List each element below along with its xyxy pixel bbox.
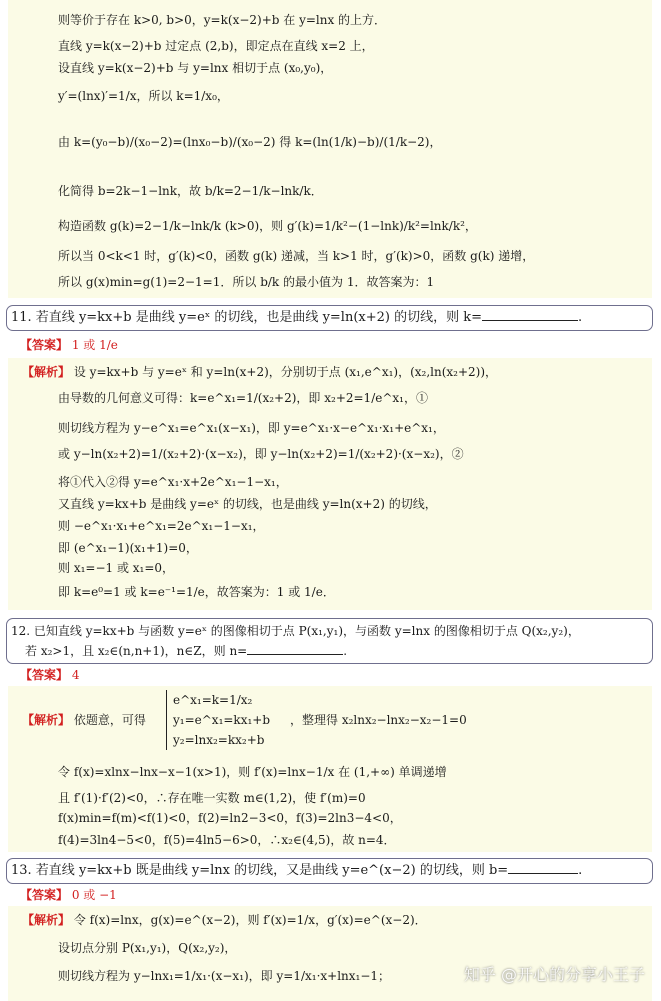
solution-line: 所以当 0<k<1 时，g′(k)<0，函数 g(k) 递减，当 k>1 时，g′(k)>0，函数 g(k) 递增，	[58, 249, 535, 263]
answer-line	[20, 886, 117, 903]
answer-value: 4	[71, 668, 80, 682]
analysis-line: 设切点分别 P(x₁,y₁)，Q(x₂,y₂)，	[58, 941, 237, 955]
answer-blank	[508, 861, 578, 874]
analysis-tag: 【解析】	[22, 365, 71, 379]
analysis-tag: 【解析】	[22, 713, 71, 727]
solution-line: 由 k=(y₀−b)/(x₀−2)=(lnx₀−b)/(x₀−2) 得 k=(ln(1/k)−b)/(1/k−2)，	[58, 135, 442, 149]
answer-tag: 【答案】	[20, 668, 69, 682]
solution-block-11	[8, 358, 652, 610]
analysis-line: 即 (e^x₁−1)(x₁+1)=0，	[58, 541, 198, 555]
analysis-tag: 【解析】	[22, 913, 71, 927]
answer-blank	[482, 308, 578, 321]
analysis-line: 将①代入②得 y=e^x₁·x+2e^x₁−1−x₁，	[58, 475, 288, 489]
analysis-line: 令 f(x)=xlnx−lnx−x−1(x>1)，则 f′(x)=lnx−1/x 在 (1,+∞) 单调递增	[58, 765, 447, 779]
question-text: 11. 若直线 y=kx+b 是曲线 y=eˣ 的切线，也是曲线 y=ln(x+2) 的切线，则 k=	[11, 310, 483, 325]
analysis-line: 【解析】 令 f(x)=lnx，g(x)=e^(x−2)，则 f′(x)=1/x，g′(x)=e^(x−2)．	[22, 913, 427, 927]
solution-line: 构造函数 g(k)=2−1/k−lnk/k (k>0)，则 g′(k)=1/k²−(1−lnk)/k²=lnk/k²，	[58, 219, 477, 233]
analysis-line: 且 f′(1)·f′(2)<0，∴存在唯一实数 m∈(1,2)，使 f′(m)=0	[58, 791, 366, 805]
analysis-line: 【解析】 设 y=kx+b 与 y=eˣ 和 y=ln(x+2)，分别切于点 (x₁,e^x₁)，(x₂,ln(x₂+2))，	[22, 365, 498, 379]
question-text: 12. 已知直线 y=kx+b 与函数 y=eˣ 的图像相切于点 P(x₁,y₁)，与函数 y=lnx 的图像相切于点 Q(x₂,y₂)，	[11, 624, 580, 638]
watermark: 知乎 @开心的分享小王子	[463, 965, 645, 984]
solution-block-13	[8, 906, 652, 1001]
question-text: 若 x₂>1，且 x₂∈(n,n+1)，n∈Z，则 n=	[25, 644, 248, 658]
analysis-line: 即 k=e⁰=1 或 k=e⁻¹=1/e，故答案为：1 或 1/e．	[58, 585, 335, 599]
answer-tag: 【答案】	[20, 338, 69, 352]
answer-tag: 【答案】	[20, 888, 69, 902]
solution-line: 直线 y=k(x−2)+b 过定点 (2,b)，即定点在直线 x=2 上，	[58, 39, 374, 53]
question-tail: .	[578, 310, 583, 325]
question-13	[6, 858, 653, 884]
analysis-line: ，整理得 x₂lnx₂−lnx₂−x₂−1=0	[290, 713, 467, 727]
answer-value: 1 或 1/e	[71, 338, 118, 352]
analysis-line: 则切线方程为 y−lnx₁=1/x₁·(x−x₁)，即 y=1/x₁·x+lnx₁−1；	[58, 969, 391, 983]
solution-block-12	[8, 686, 652, 852]
analysis-line: 或 y−ln(x₂+2)=1/(x₂+2)·(x−x₂)，即 y−ln(x₂+2)=1/(x₂+2)·(x−x₂)，②	[58, 447, 464, 461]
question-11	[6, 305, 653, 331]
analysis-line: 由导数的几何意义可得：k=e^x₁=1/(x₂+2)，即 x₂+2=1/e^x₁，①	[58, 391, 428, 405]
analysis-line: 则 −e^x₁·x₁+e^x₁=2e^x₁−1−x₁，	[58, 519, 265, 533]
answer-value: 0 或 −1	[71, 888, 117, 902]
solution-line: 所以 g(x)min=g(1)=2−1=1．所以 b/k 的最小值为 1．故答案为：1	[58, 275, 435, 289]
question-text: 13. 若直线 y=kx+b 既是曲线 y=lnx 的切线，又是曲线 y=e^(x−2) 的切线，则 b=	[11, 863, 509, 878]
question-tail: .	[578, 863, 583, 878]
solution-line: 设直线 y=k(x−2)+b 与 y=lnx 相切于点 (x₀,y₀)，	[58, 61, 333, 75]
question-12	[6, 618, 653, 664]
analysis-line: 则切线方程为 y−e^x₁=e^x₁(x−x₁)，即 y=e^x₁·x−e^x₁·x₁+e^x₁，	[58, 421, 445, 435]
answer-blank	[247, 642, 343, 655]
equation-system: e^x₁=k=1/x₂ y₁=e^x₁=kx₁+b y₂=lnx₂=kx₂+b	[166, 690, 270, 750]
solution-line: y′=(lnx)′=1/x，所以 k=1/x₀，	[58, 89, 229, 103]
analysis-line: 【解析】 依题意，可得	[22, 713, 146, 727]
answer-line	[20, 336, 118, 353]
analysis-line: 则 x₁=−1 或 x₁=0，	[58, 561, 175, 575]
solution-line: 化简得 b=2k−1−lnk，故 b/k=2−1/k−lnk/k．	[58, 184, 323, 198]
answer-line	[20, 666, 79, 683]
analysis-line: 又直线 y=kx+b 是曲线 y=eˣ 的切线，也是曲线 y=ln(x+2) 的切线，	[58, 497, 437, 511]
solution-line: 则等价于存在 k>0, b>0，y=k(x−2)+b 在 y=lnx 的上方．	[58, 13, 387, 27]
analysis-line: f(4)=3ln4−5<0，f(5)=4ln5−6>0，∴x₂∈(4,5)，故 n=4．	[58, 833, 396, 847]
analysis-line: f(x)min=f(m)<f(1)<0，f(2)=ln2−3<0，f(3)=2ln3−4<0，	[58, 811, 402, 825]
question-tail: .	[343, 644, 348, 658]
solution-block-top	[8, 0, 652, 298]
